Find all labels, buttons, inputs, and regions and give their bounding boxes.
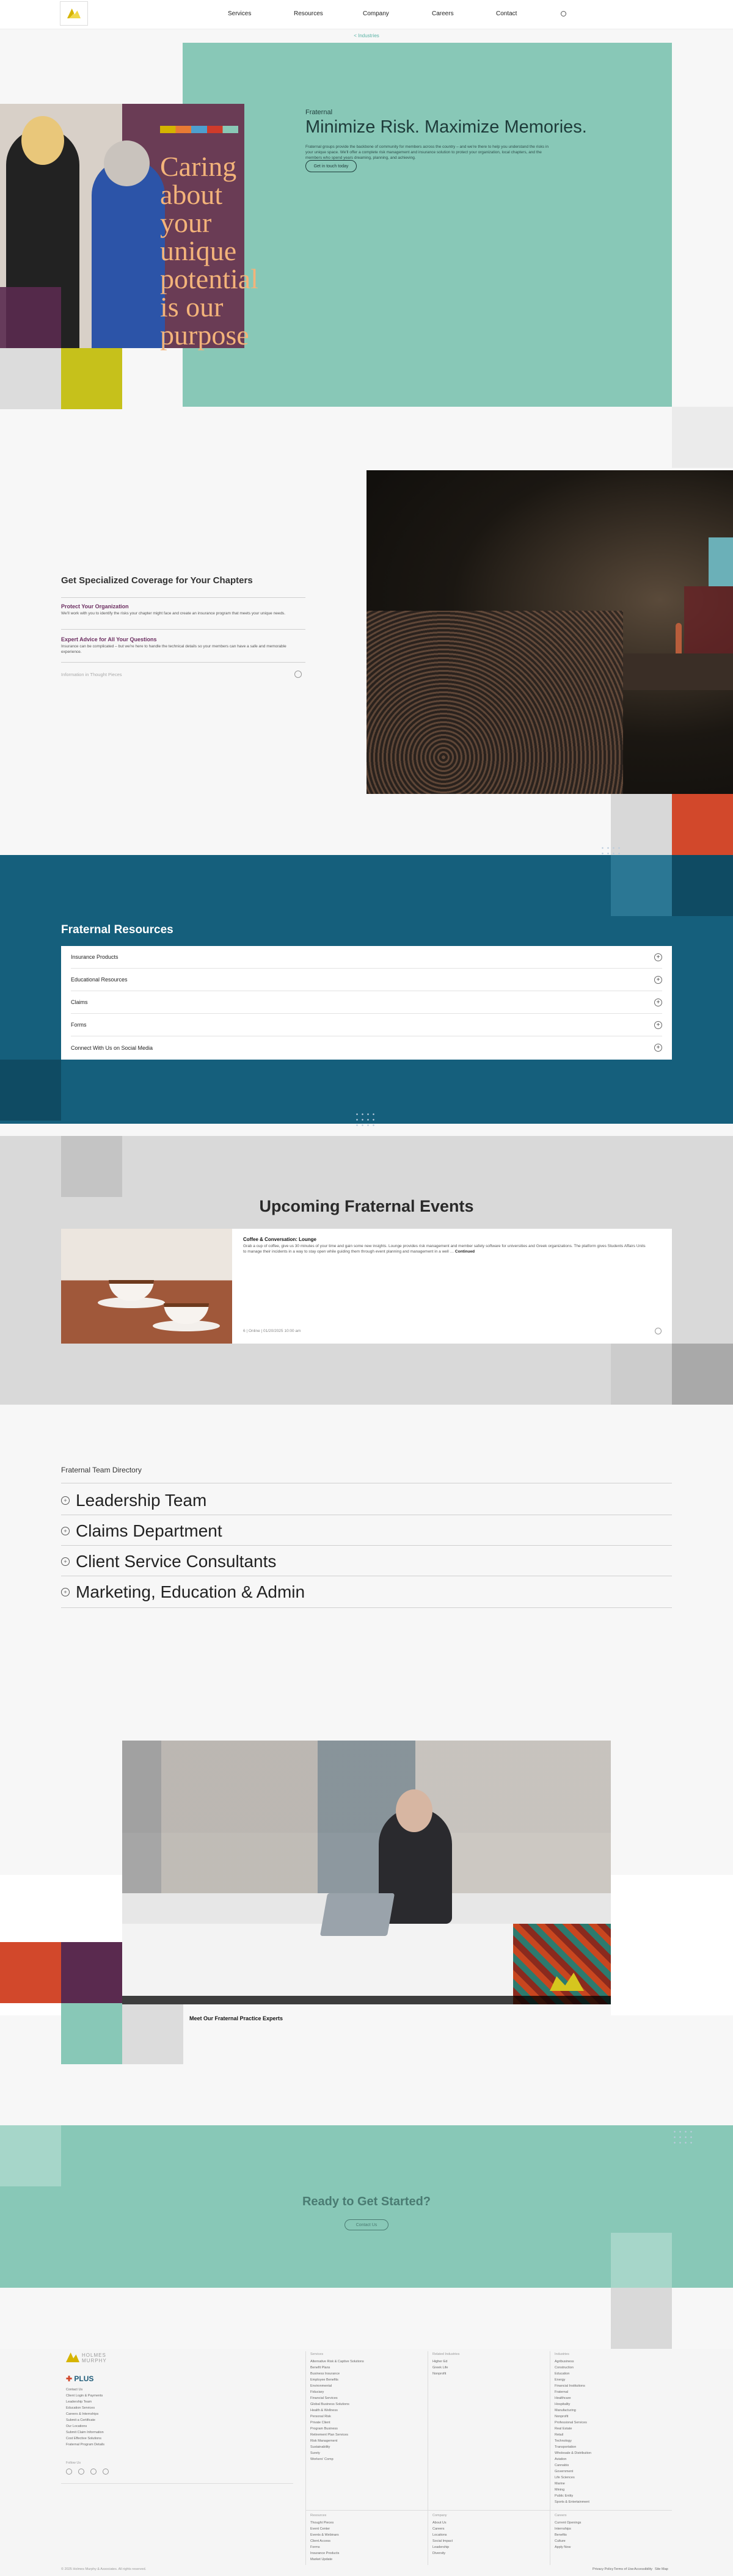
divider — [305, 2510, 672, 2511]
hero-body: Fraternal groups provide the backbone of community for members across the country – and we're there to help you understand the risks in your unique space. We'll offer a complete risk management and insurance solution to protect your organization, local chapters, and the members who spend years dreaming, planning, and achieving. — [305, 145, 549, 160]
deco-square — [122, 2003, 183, 2064]
coverage-item-text: Insurance can be complicated – but we're here to handle the technical details so your members can have a safe and memorable experience. — [61, 644, 286, 654]
arrow-icon[interactable] — [294, 671, 302, 678]
photo-sign-text: Caring about your unique potential is our purpose — [160, 151, 258, 351]
footer-link[interactable]: Financial Services — [310, 2396, 338, 2400]
deco-block — [611, 1875, 733, 2015]
divider — [61, 1607, 672, 1608]
footer-link[interactable]: Public Entity — [555, 2494, 574, 2498]
divider — [305, 2351, 306, 2565]
footer-link[interactable]: Aviation — [555, 2458, 567, 2461]
footer-link[interactable]: Our Locations — [66, 2425, 87, 2428]
accordion-label: Claims — [71, 999, 88, 1005]
footer-link[interactable]: Business Insurance — [310, 2372, 340, 2376]
nav-services[interactable]: Services — [228, 10, 252, 17]
footer-link[interactable]: Environmental — [310, 2384, 332, 2388]
footer-link[interactable]: Culture — [555, 2539, 566, 2543]
coverage-item-heading[interactable]: Protect Your Organization — [61, 603, 129, 609]
footer-link[interactable]: Diversity — [432, 2552, 446, 2555]
footer-link[interactable]: Thought Pieces — [310, 2521, 334, 2525]
footer-link[interactable]: Retirement Plan Services — [310, 2433, 349, 2437]
footer-col-heading: Careers — [555, 2514, 567, 2517]
video-controls[interactable] — [122, 1996, 611, 2004]
hero-eyebrow: Fraternal — [305, 109, 333, 116]
directory-item[interactable] — [61, 1485, 206, 1516]
divider — [61, 662, 305, 663]
plus-icon[interactable]: + — [654, 976, 662, 984]
divider — [61, 629, 305, 630]
conference-photo — [366, 470, 733, 794]
arrow-icon[interactable] — [655, 1328, 662, 1334]
video-player[interactable] — [122, 1741, 611, 2004]
contact-us-button[interactable]: Contact Us — [345, 2219, 388, 2230]
footer-logo[interactable]: HOLMES MURPHY — [66, 2351, 120, 2366]
legal-link[interactable]: Privacy Policy — [593, 2567, 614, 2571]
youtube-icon[interactable] — [103, 2469, 109, 2475]
deco-square — [0, 2125, 61, 2186]
coverage-title: Get Specialized Coverage for Your Chapters — [61, 575, 253, 586]
directory-item[interactable] — [61, 1516, 222, 1546]
footer-col-heading: Industries — [555, 2352, 569, 2356]
dots-pattern — [354, 1112, 377, 1129]
directory-item-label: Client Service Consultants — [76, 1552, 277, 1571]
deco-square — [61, 2003, 122, 2064]
deco-square — [0, 348, 61, 409]
deco-square — [672, 1344, 733, 1405]
footer-link[interactable]: Personal Risk — [310, 2415, 331, 2418]
footer-link[interactable]: Submit Claim Information — [66, 2431, 104, 2434]
logo-mark-icon — [67, 9, 81, 18]
divider — [61, 597, 305, 598]
dots-pattern — [672, 2129, 695, 2146]
plus-icon: + — [61, 1588, 70, 1596]
footer-link[interactable]: Real Estate — [555, 2427, 572, 2431]
footer-link[interactable]: Surety — [310, 2451, 320, 2455]
thought-pieces-link[interactable]: Information in Thought Pieces — [61, 672, 122, 677]
footer-link[interactable]: Cost Effective Solutions — [66, 2437, 101, 2440]
event-continued-link[interactable]: Continued — [454, 1249, 475, 1254]
nav-resources[interactable]: Resources — [294, 10, 323, 17]
plus-icon: + — [61, 1527, 70, 1535]
coverage-item-heading[interactable]: Expert Advice for All Your Questions — [61, 636, 157, 642]
footer-link[interactable]: Client Access — [310, 2539, 331, 2543]
footer-link[interactable]: Program Business — [310, 2427, 338, 2431]
nav-careers[interactable]: Careers — [432, 10, 454, 17]
footer-link[interactable]: About Us — [432, 2521, 447, 2525]
video-caption: Meet Our Fraternal Practice Experts — [189, 2015, 283, 2021]
footer-col-links[interactable] — [310, 2359, 364, 2462]
brand-logo[interactable] — [60, 1, 88, 26]
accordion-label: Insurance Products — [71, 954, 119, 960]
footer-link[interactable]: Leadership Team — [66, 2400, 92, 2404]
event-name[interactable]: Coffee & Conversation: Lounge — [243, 1237, 317, 1242]
accordion-label: Educational Resources — [71, 977, 128, 983]
footer-link[interactable]: Agribusiness — [555, 2360, 574, 2363]
divider — [61, 2483, 293, 2484]
logo-mark-icon — [66, 2352, 79, 2362]
footer-link[interactable]: Life Sciences — [555, 2476, 575, 2480]
deco-square — [672, 794, 733, 855]
footer-link[interactable]: Greek Life — [432, 2366, 448, 2370]
plus-icon[interactable]: + — [654, 1044, 662, 1052]
deco-square — [672, 855, 733, 916]
footer-link[interactable]: Careers & Internships — [66, 2412, 99, 2416]
footer-link[interactable]: Client Login & Payments — [66, 2394, 103, 2398]
footer-link[interactable]: Healthcare — [555, 2396, 571, 2400]
directory-label: Fraternal Team Directory — [61, 1466, 142, 1474]
footer-link[interactable]: Professional Services — [555, 2421, 587, 2425]
linkedin-icon[interactable] — [78, 2469, 84, 2475]
accordion-item[interactable] — [71, 1014, 662, 1036]
plus-icon: + — [61, 1557, 70, 1566]
footer-link[interactable]: Sustainability — [310, 2445, 330, 2449]
footer-link[interactable]: Risk Management — [310, 2439, 338, 2443]
site-footer — [0, 2349, 733, 2576]
accordion-item[interactable] — [71, 946, 662, 969]
directory-item[interactable] — [61, 1577, 305, 1607]
footer-link[interactable]: Submit a Certificate — [66, 2418, 95, 2422]
deco-square — [61, 1942, 122, 2003]
footer-link[interactable]: Careers — [432, 2527, 445, 2531]
plus-icon: + — [61, 1496, 70, 1505]
nav-company[interactable]: Company — [363, 10, 389, 17]
accordion-item[interactable] — [71, 991, 662, 1014]
coverage-item-text: We'll work with you to identify the risks your chapter might face and create an insurance program that meets your unique needs. — [61, 611, 286, 616]
footer-col-links[interactable] — [432, 2520, 453, 2556]
directory-item-label: Claims Department — [76, 1521, 222, 1540]
footer-link[interactable]: Fiduciary — [310, 2390, 324, 2394]
deco-square — [611, 855, 672, 916]
footer-link[interactable]: Events & Webinars — [310, 2533, 339, 2537]
plus-icon[interactable]: + — [654, 999, 662, 1006]
footer-links-left[interactable] — [66, 2387, 104, 2448]
footer-link[interactable]: Locations — [432, 2533, 447, 2537]
directory-item-label: Leadership Team — [76, 1491, 207, 1510]
footer-link[interactable]: Wholesale & Distribution — [555, 2451, 591, 2455]
footer-link[interactable]: Benefits — [555, 2533, 567, 2537]
footer-link[interactable]: Education — [555, 2372, 570, 2376]
deco-square — [0, 1060, 61, 1121]
site-header — [0, 0, 733, 29]
footer-link[interactable]: Event Center — [310, 2527, 330, 2531]
footer-col-heading: Related Industries — [432, 2352, 460, 2356]
footer-link[interactable]: Benefit Plans — [310, 2366, 330, 2370]
plus-icon[interactable]: + — [654, 1021, 662, 1029]
hero-title: Minimize Risk. Maximize Memories. — [305, 117, 587, 137]
deco-square — [611, 2233, 672, 2288]
accordion-label: Connect With Us on Social Media — [71, 1044, 153, 1051]
footer-link[interactable]: Transportation — [555, 2445, 577, 2449]
footer-link[interactable]: Market Update — [310, 2558, 333, 2561]
copyright: © 2025 Holmes Murphy & Associates. All rights reserved. — [61, 2567, 147, 2571]
facebook-icon[interactable] — [66, 2469, 72, 2475]
deco-square — [0, 1942, 61, 2003]
footer-col-heading: Company — [432, 2514, 447, 2517]
legal-link[interactable]: Terms of Use — [614, 2567, 634, 2571]
deco-square — [672, 407, 733, 468]
footer-link[interactable]: Construction — [555, 2366, 574, 2370]
footer-link[interactable]: Contact Us — [66, 2388, 83, 2392]
footer-link[interactable]: Manufacturing — [555, 2409, 576, 2412]
footer-link[interactable]: Government — [555, 2470, 574, 2473]
footer-link[interactable]: Retail — [555, 2433, 564, 2437]
footer-link[interactable]: Insurance Products — [310, 2552, 340, 2555]
footer-link[interactable]: Sports & Entertainment — [555, 2500, 589, 2504]
deco-square — [61, 1136, 122, 1197]
event-image — [61, 1229, 232, 1344]
footer-link[interactable]: Fraternal — [555, 2390, 569, 2394]
footer-link[interactable]: Mining — [555, 2488, 565, 2492]
footer-link[interactable]: Global Business Solutions — [310, 2403, 349, 2406]
plus-logo[interactable]: ✚ PLUS — [66, 2374, 94, 2383]
footer-link[interactable]: Hospitality — [555, 2403, 571, 2406]
footer-link[interactable]: Fraternal Program Details — [66, 2443, 104, 2447]
accordion-item[interactable] — [71, 1036, 662, 1059]
footer-link[interactable]: Technology — [555, 2439, 572, 2443]
footer-link[interactable]: Internships — [555, 2527, 571, 2531]
footer-link[interactable]: Social Impact — [432, 2539, 453, 2543]
footer-link[interactable]: Health & Wellness — [310, 2409, 338, 2412]
resources-title: Fraternal Resources — [61, 923, 173, 936]
footer-col-heading: Resources — [310, 2514, 327, 2517]
footer-link[interactable]: Workers' Comp — [310, 2458, 334, 2461]
deco-square — [611, 2288, 672, 2349]
instagram-icon[interactable] — [90, 2469, 97, 2475]
footer-link[interactable]: Leadership — [432, 2545, 450, 2549]
footer-col-links[interactable] — [555, 2520, 581, 2550]
footer-col-links[interactable] — [310, 2520, 339, 2563]
footer-link[interactable]: Cannabis — [555, 2464, 569, 2467]
deco-square — [61, 348, 122, 409]
deco-square — [0, 287, 61, 348]
footer-link[interactable]: Current Openings — [555, 2521, 582, 2525]
legal-link[interactable]: Site Map — [655, 2567, 668, 2571]
nav-contact[interactable]: Contact — [496, 10, 517, 17]
plus-icon[interactable]: + — [654, 953, 662, 961]
legal-link[interactable]: Accessibility — [634, 2567, 652, 2571]
divider — [61, 1545, 672, 1546]
footer-col-links[interactable] — [555, 2359, 591, 2505]
deco-square — [611, 1344, 672, 1405]
search-icon[interactable] — [561, 11, 566, 16]
directory-item-label: Marketing, Education & Admin — [76, 1582, 305, 1601]
event-meta: 6 | Online | 01/20/2025 10:00 am — [243, 1329, 301, 1333]
footer-link[interactable]: Nonprofit — [555, 2415, 569, 2418]
get-in-touch-button[interactable]: Get in touch today — [305, 160, 357, 172]
footer-link[interactable]: Education Services — [66, 2406, 95, 2410]
footer-link[interactable]: Energy — [555, 2378, 566, 2382]
follow-label: Follow Us — [66, 2461, 81, 2465]
breadcrumb[interactable]: < Industries — [354, 33, 379, 38]
footer-link[interactable]: Employee Benefits — [310, 2378, 338, 2382]
footer-link[interactable]: Nonprofit — [432, 2372, 447, 2376]
footer-link[interactable]: Apply Now — [555, 2545, 571, 2549]
footer-link[interactable]: Higher Ed — [432, 2360, 448, 2363]
accordion-label: Forms — [71, 1022, 87, 1028]
footer-link[interactable]: Private Client — [310, 2421, 330, 2425]
footer-col-links[interactable] — [432, 2359, 448, 2377]
footer-link[interactable]: Financial Institutions — [555, 2384, 585, 2388]
cta-title: Ready to Get Started? — [302, 2195, 431, 2208]
footer-link[interactable]: Marine — [555, 2482, 565, 2486]
accordion-item[interactable] — [71, 969, 662, 991]
footer-col-heading: Services — [310, 2352, 324, 2356]
footer-link[interactable]: Alternative Risk & Captive Solutions — [310, 2360, 364, 2363]
footer-link[interactable]: Forms — [310, 2545, 320, 2549]
directory-item[interactable] — [61, 1546, 276, 1577]
event-description: Grab a cup of coffee, give us 30 minutes of your time and gain some new insights. Lounge provides risk management and member safety software for universities and Greek organizations. The platform gives Students Affairs Units to manage their incidents in a way to stay open while guiding them through event planning and management in a well … Continued — [243, 1244, 646, 1254]
events-title: Upcoming Fraternal Events — [259, 1197, 474, 1215]
